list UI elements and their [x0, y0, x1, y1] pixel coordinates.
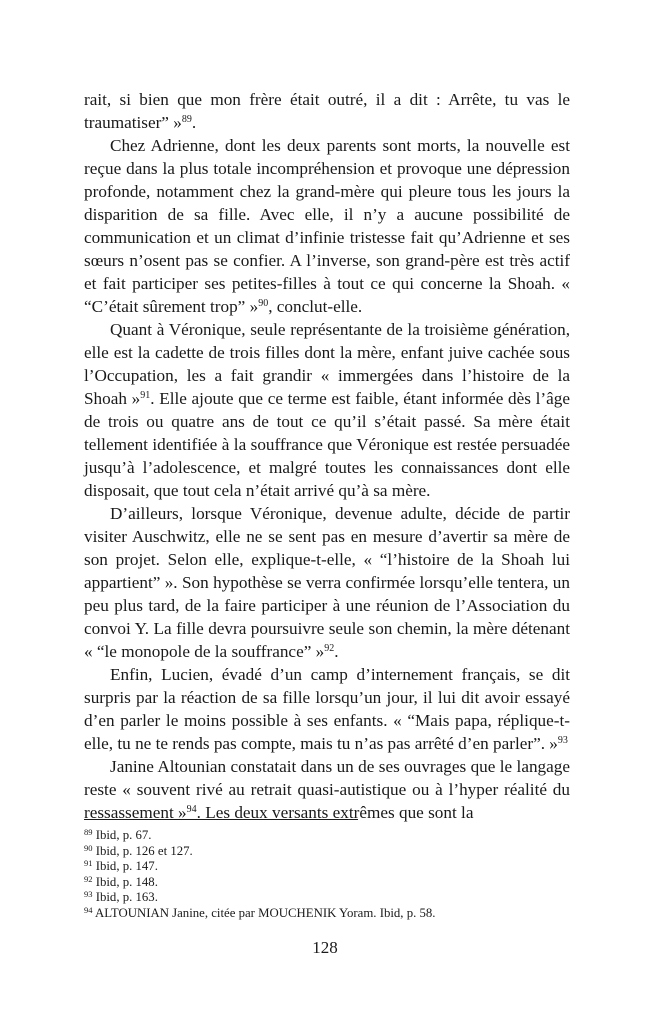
footnote-separator [84, 819, 358, 820]
paragraph [84, 663, 570, 755]
paragraph-text: . [334, 642, 339, 661]
paragraph-text: D’ailleurs, lorsque Véronique, devenue adulte, décide de partir visiter Auschwitz, elle ne se sent pas en mesure d’avertir sa mère de son projet. Selon elle, explique-t-elle, « “l’histoire de la Shoah lui appartient” ». Son hypothèse se verra confirmée lorsqu’elle tentera, un peu plus tard, de la faire participer à une réunion de l’Association du convoi Y. La fille devra poursuivre seule son chemin, la mère détenant « “le monopole de la souffrance” » [84, 504, 570, 661]
paragraph-text: Quant à Véronique, seule représentante de la troisième génération, elle est la cadette de trois filles dont la mère, enfant juive cachée sous l’Occupation, les a fait grandir « immergées dans l’histoire de la Shoah » [84, 320, 570, 408]
paragraph [84, 318, 570, 502]
footnote [84, 890, 570, 906]
body-text [84, 88, 570, 824]
paragraph [84, 502, 570, 663]
paragraph-text: . Les deux versants extrêmes que sont la [196, 803, 474, 822]
paragraph-text: . [191, 113, 197, 132]
paragraph [84, 88, 570, 134]
footnote-number: 92 [84, 873, 93, 884]
footnote-text: Ibid, p. 67. [95, 828, 152, 842]
paragraph-text: rait, si bien que mon frère était outré, il a dit : Arrête, tu vas le traumatiser” » [84, 90, 570, 132]
footnote-text: Ibid, p. 163. [95, 890, 158, 905]
footnote-text: Ibid, p. 147. [95, 859, 158, 874]
footnote-reference: 89 [181, 114, 192, 125]
page-number: 128 [312, 938, 338, 957]
footnote [84, 859, 570, 875]
footnote [84, 828, 570, 844]
footnote-number: 89 [84, 827, 93, 837]
paragraph-text: , conclut-elle. [268, 297, 363, 316]
paragraph-text: Janine Altounian constatait dans un de ses ouvrages que le langage reste « souvent rivé au retrait quasi-autistique ou à l’hyper réalité du ressassement » [84, 757, 570, 822]
footnote-number: 93 [84, 889, 93, 900]
footnote-text: Ibid, p. 148. [95, 874, 158, 889]
footnote-reference: 94 [186, 804, 197, 815]
footnote-reference: 91 [140, 390, 151, 401]
paragraph [84, 134, 570, 318]
paragraph-text: Chez Adrienne, dont les deux parents sont morts, la nouvelle est reçue dans la plus totale incompréhension et provoque une dépression profonde, notamment chez la grand-mère qui pleure tous les jours la disparition de sa fille. Avec elle, il n’y a aucune possibilité de communication et un climat d’infinie tristesse fait qu’Adrienne et ses sœurs n’osent pas se confier. A l’inverse, son grand-père est très actif et fait participer ses petites-filles à tout ce qui concerne la Shoah. « “C’était sûrement trop” » [84, 136, 570, 316]
footnote-reference: 90 [258, 298, 269, 309]
footnote-text: Ibid, p. 126 et 127. [95, 843, 193, 858]
footnote-reference: 92 [324, 643, 335, 654]
footnotes [84, 828, 570, 922]
footnote-text: ALTOUNIAN Janine, citée par MOUCHENIK Yoram. Ibid, p. 58. [95, 905, 436, 920]
footnote-number: 91 [84, 858, 93, 869]
footnote-number: 94 [84, 904, 93, 915]
paragraph [84, 755, 570, 824]
footnote [84, 875, 570, 891]
footnote [84, 906, 570, 922]
paragraph-text: Enfin, Lucien, évadé d’un camp d’internement français, se dit surpris par la réaction de sa fille lorsqu’un jour, il lui dit avoir essayé d’en parler le moins possible à ses enfants. « “Mais papa, réplique-t-elle, tu ne te rends pas compte, mais tu n’as pas arrêté d’en parler”. » [84, 665, 570, 753]
footnote-reference: 93 [557, 735, 568, 746]
footnote [84, 844, 570, 860]
paragraph-text: . Elle ajoute que ce terme est faible, étant informée dès l’âge de trois ou quatre ans de tout ce qu’il s’était passé. Sa mère était tellement identifiée à la souffrance que Véronique est restée persuadée jusqu’à l’adolescence, et malgré toutes les connaissances dont elle disposait, que tout cela n’était arrivé qu’à sa mère. [84, 389, 570, 500]
footnote-number: 90 [84, 842, 93, 853]
